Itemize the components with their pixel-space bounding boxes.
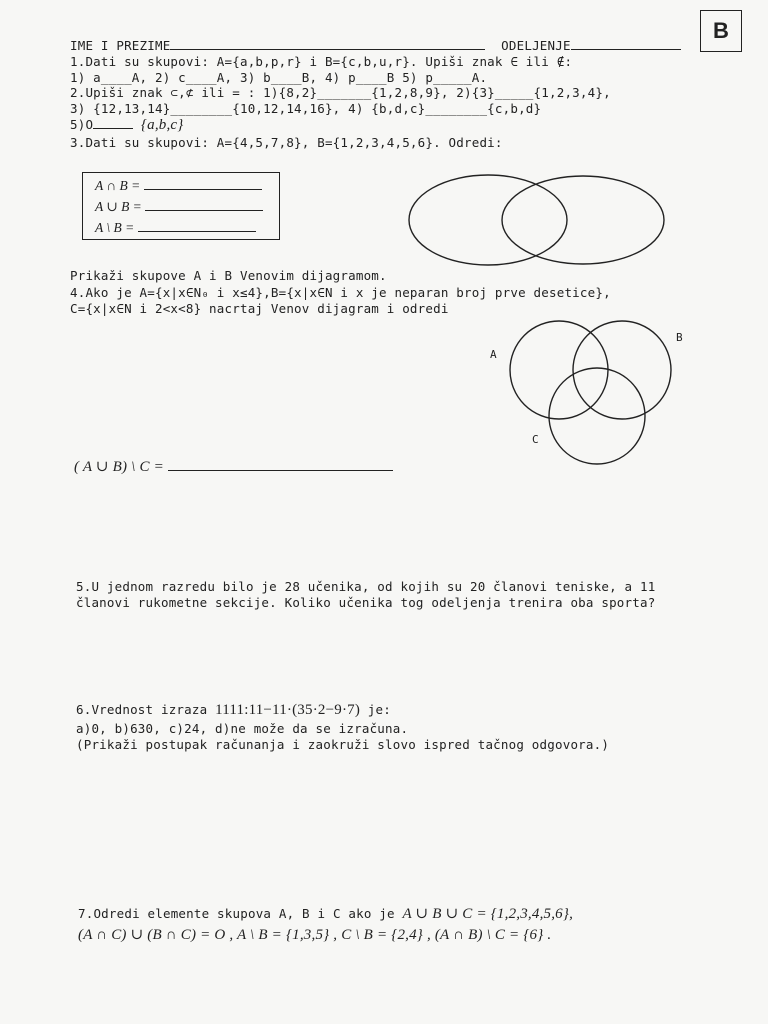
task6-suffix: je: <box>367 702 391 717</box>
task2-line3-prefix: 5)O <box>70 117 94 132</box>
venn-circle-b <box>573 321 671 419</box>
task6-expression: 1111:11−11·(35·2−9·7) <box>215 702 361 718</box>
difference-label: A \ B = <box>95 220 135 235</box>
two-set-venn <box>409 175 664 265</box>
name-label: IME I PREZIME <box>70 38 171 53</box>
task6-options: a)0, b)630, c)24, d)ne može da se izračuna. <box>76 721 409 736</box>
task5-line2: članovi rukometne sekcije. Koliko učenika tog odeljenja trenira oba sporta? <box>76 595 656 610</box>
task2-set: {a,b,c} <box>140 117 184 133</box>
venn-circle-a <box>510 321 608 419</box>
task7-prefix: 7.Odredi elemente skupova A, B i C ako je <box>78 906 395 921</box>
task1-line1: 1.Dati su skupovi: A={a,b,p,r} i B={c,b,u,r}. Upiši znak ∈ ili ∉: <box>70 54 573 69</box>
venn-ellipse-a <box>409 175 567 265</box>
venn-ellipse-b <box>502 176 664 264</box>
venn-label-b: B <box>676 331 683 344</box>
intersection-label: A ∩ B = <box>95 178 141 193</box>
venn-circle-c <box>549 368 645 464</box>
three-set-venn <box>510 321 671 464</box>
task4-line2: C={x|x∈N i 2<x<8} nacrtaj Venov dijagram i odredi <box>70 301 449 316</box>
task1-line2: 1) a____A, 2) c____A, 3) b____B, 4) p____B 5) p_____A. <box>70 70 488 85</box>
task7-line2: (A ∩ C) ∪ (B ∩ C) = O , A \ B = {1,3,5} , C \ B = {2,4} , (A ∩ B) \ C = {6} . <box>78 927 552 943</box>
union-label: A ∪ B = <box>95 199 142 214</box>
task5-line1: 5.U jednom razredu bilo je 28 učenika, od kojih su 20 članovi teniske, a 11 <box>76 579 656 594</box>
task6-prefix: 6.Vrednost izraza <box>76 702 208 717</box>
venn-label-a: A <box>490 348 497 361</box>
task7-union-expression: A ∪ B ∪ C = {1,2,3,4,5,6}, <box>402 906 574 922</box>
task4-line1: 4.Ako je A={x|x∈N₀ i x≤4},B={x|x∈N i x je neparan broj prve desetice}, <box>70 285 611 300</box>
task3-instruction: Prikaži skupove A i B Venovim dijagramom. <box>70 268 387 283</box>
task3-line1: 3.Dati su skupovi: A={4,5,7,8}, B={1,2,3,4,5,6}. Odredi: <box>70 135 503 150</box>
class-label: ODELJENJE <box>501 38 571 53</box>
venn-label-c: C <box>532 433 539 446</box>
task2-line1: 2.Upiši znak ⊂,⊄ ili = : 1){8,2}_______{1,2,8,9}, 2){3}_____{1,2,3,4}, <box>70 85 611 100</box>
task2-line2: 3) {12,13,14}________{10,12,14,16}, 4) {b,d,c}________{c,b,d} <box>70 101 542 116</box>
task6-instruction: (Prikaži postupak računanja i zaokruži slovo ispred tačnog odgovora.) <box>76 737 610 752</box>
task4-expression-label: ( A ∪ B) \ C = <box>74 459 164 475</box>
version-badge: B <box>700 10 742 52</box>
